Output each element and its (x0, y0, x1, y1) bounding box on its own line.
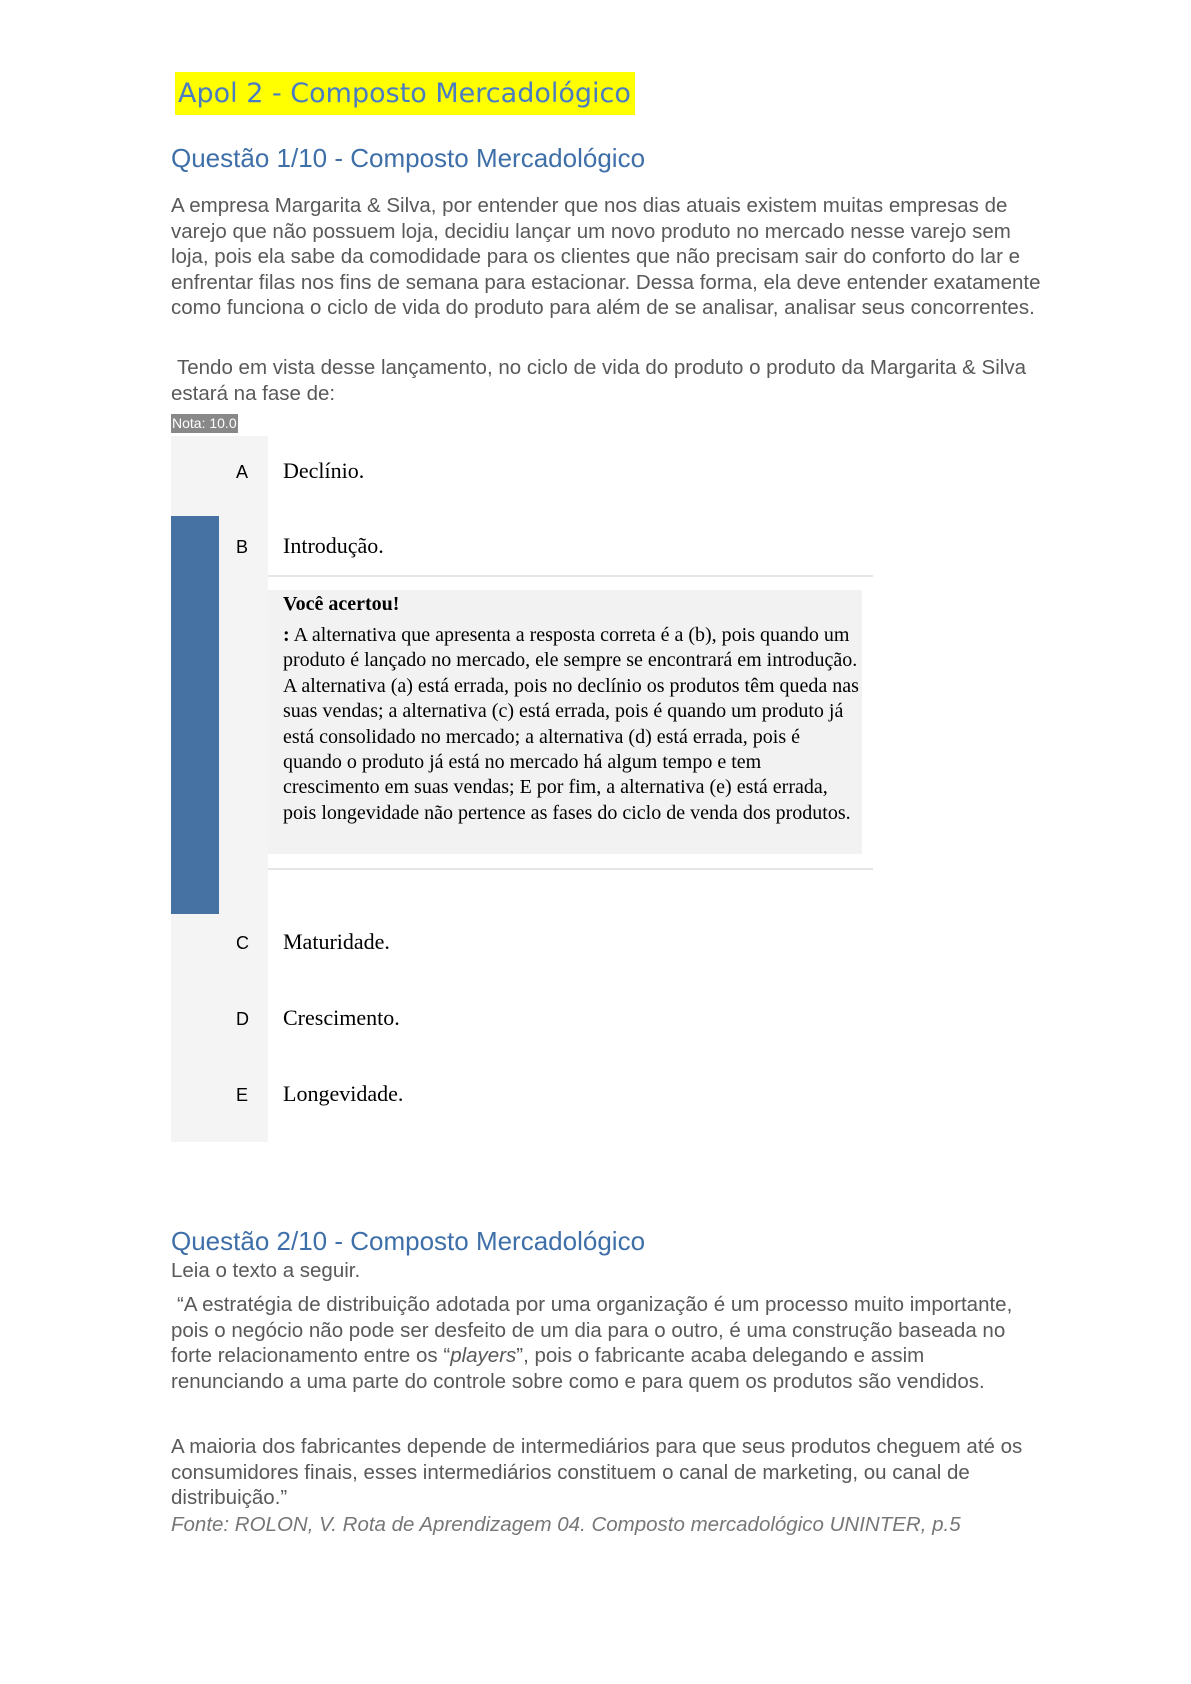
feedback-prefix: : (283, 624, 290, 646)
answer-feedback (268, 590, 862, 854)
quote-italic: players (450, 1344, 517, 1367)
feedback-text: A alternativa que apresenta a resposta correta é a (b), pois quando um produto é lançado no mercado, ele sempre se encontrará em introdução. A alternativa (a) está errada, pois no declínio os produtos têm queda nas suas vendas; a alternativa (c) está errada, pois é quando um produto já está consolidado no mercado; a alternativa (d) está errada, pois é quando o produto já está no mercado há algum tempo e tem crescimento em suas vendas; E por fim, a alternativa (e) está errada, pois longevidade não pertence as fases do ciclo de venda dos produtos. (283, 624, 859, 824)
question-1-prompt: Tendo em vista desse lançamento, no ciclo de vida do produto o produto da Margarita & Silva estará na fase de: (171, 356, 1026, 405)
option-d-text[interactable]: Crescimento. (283, 1005, 400, 1030)
question-2-quote (171, 1292, 1041, 1394)
option-d-letter[interactable]: D (236, 1009, 249, 1029)
document-title: Apol 2 - Composto Mercadológico (175, 72, 635, 115)
question-2-intro: Leia o texto a seguir. (171, 1259, 361, 1282)
option-c-text[interactable]: Maturidade. (283, 929, 390, 954)
question-2-quote-continued: A maioria dos fabricantes depende de intermediários para que seus produtos cheguem até os consumidores finais, esses intermediários constituem o canal de marketing, ou canal de distribuição.” (171, 1435, 1023, 1509)
feedback-title: Você acertou! (283, 593, 400, 615)
feedback-bottom-divider (268, 868, 873, 870)
selected-answer-indicator (171, 516, 219, 914)
option-e-letter[interactable]: E (236, 1085, 249, 1105)
quote-text-2: ”, pois o fabricante acaba delegando e assim renunciando a uma parte do controle sobre como e para quem os produtos são vendidos. (171, 1344, 985, 1393)
option-a-letter[interactable]: A (236, 462, 249, 482)
option-b-letter[interactable]: B (236, 537, 249, 557)
option-a-text[interactable]: Declínio. (283, 458, 365, 483)
feedback-top-divider (268, 575, 873, 577)
option-e-text[interactable]: Longevidade. (283, 1081, 404, 1106)
option-b-text[interactable]: Introdução. (283, 533, 384, 558)
question-1-statement: A empresa Margarita & Silva, por entender que nos dias atuais existem muitas empresas de varejo que não possuem loja, decidiu lançar um novo produto no mercado nesse varejo sem loja, pois ela sabe da comodidade para os clientes que não precisam sair do conforto do lar e enfrentar filas nos fins de semana para estacionar. Dessa forma, ela deve entender exatamente como funciona o ciclo de vida do produto para além de se analisar, analisar seus concorrentes. (171, 194, 1041, 319)
quote-text-1: “A estratégia de distribuição adotada por uma organização é um processo muito importante, pois o negócio não pode ser desfeito de um dia para o outro, é uma construção baseada no forte relacionamento entre os “ (171, 1293, 1013, 1367)
feedback-body (283, 623, 862, 826)
quote-source: Fonte: ROLON, V. Rota de Aprendizagem 04. Composto mercadológico UNINTER, p.5 (171, 1513, 961, 1536)
question-1-title: Questão 1/10 - Composto Mercadológico (171, 143, 646, 173)
question-2-title: Questão 2/10 - Composto Mercadológico (171, 1226, 646, 1256)
grade-badge: Nota: 10.0 (172, 415, 237, 431)
option-c-letter[interactable]: C (236, 933, 249, 953)
